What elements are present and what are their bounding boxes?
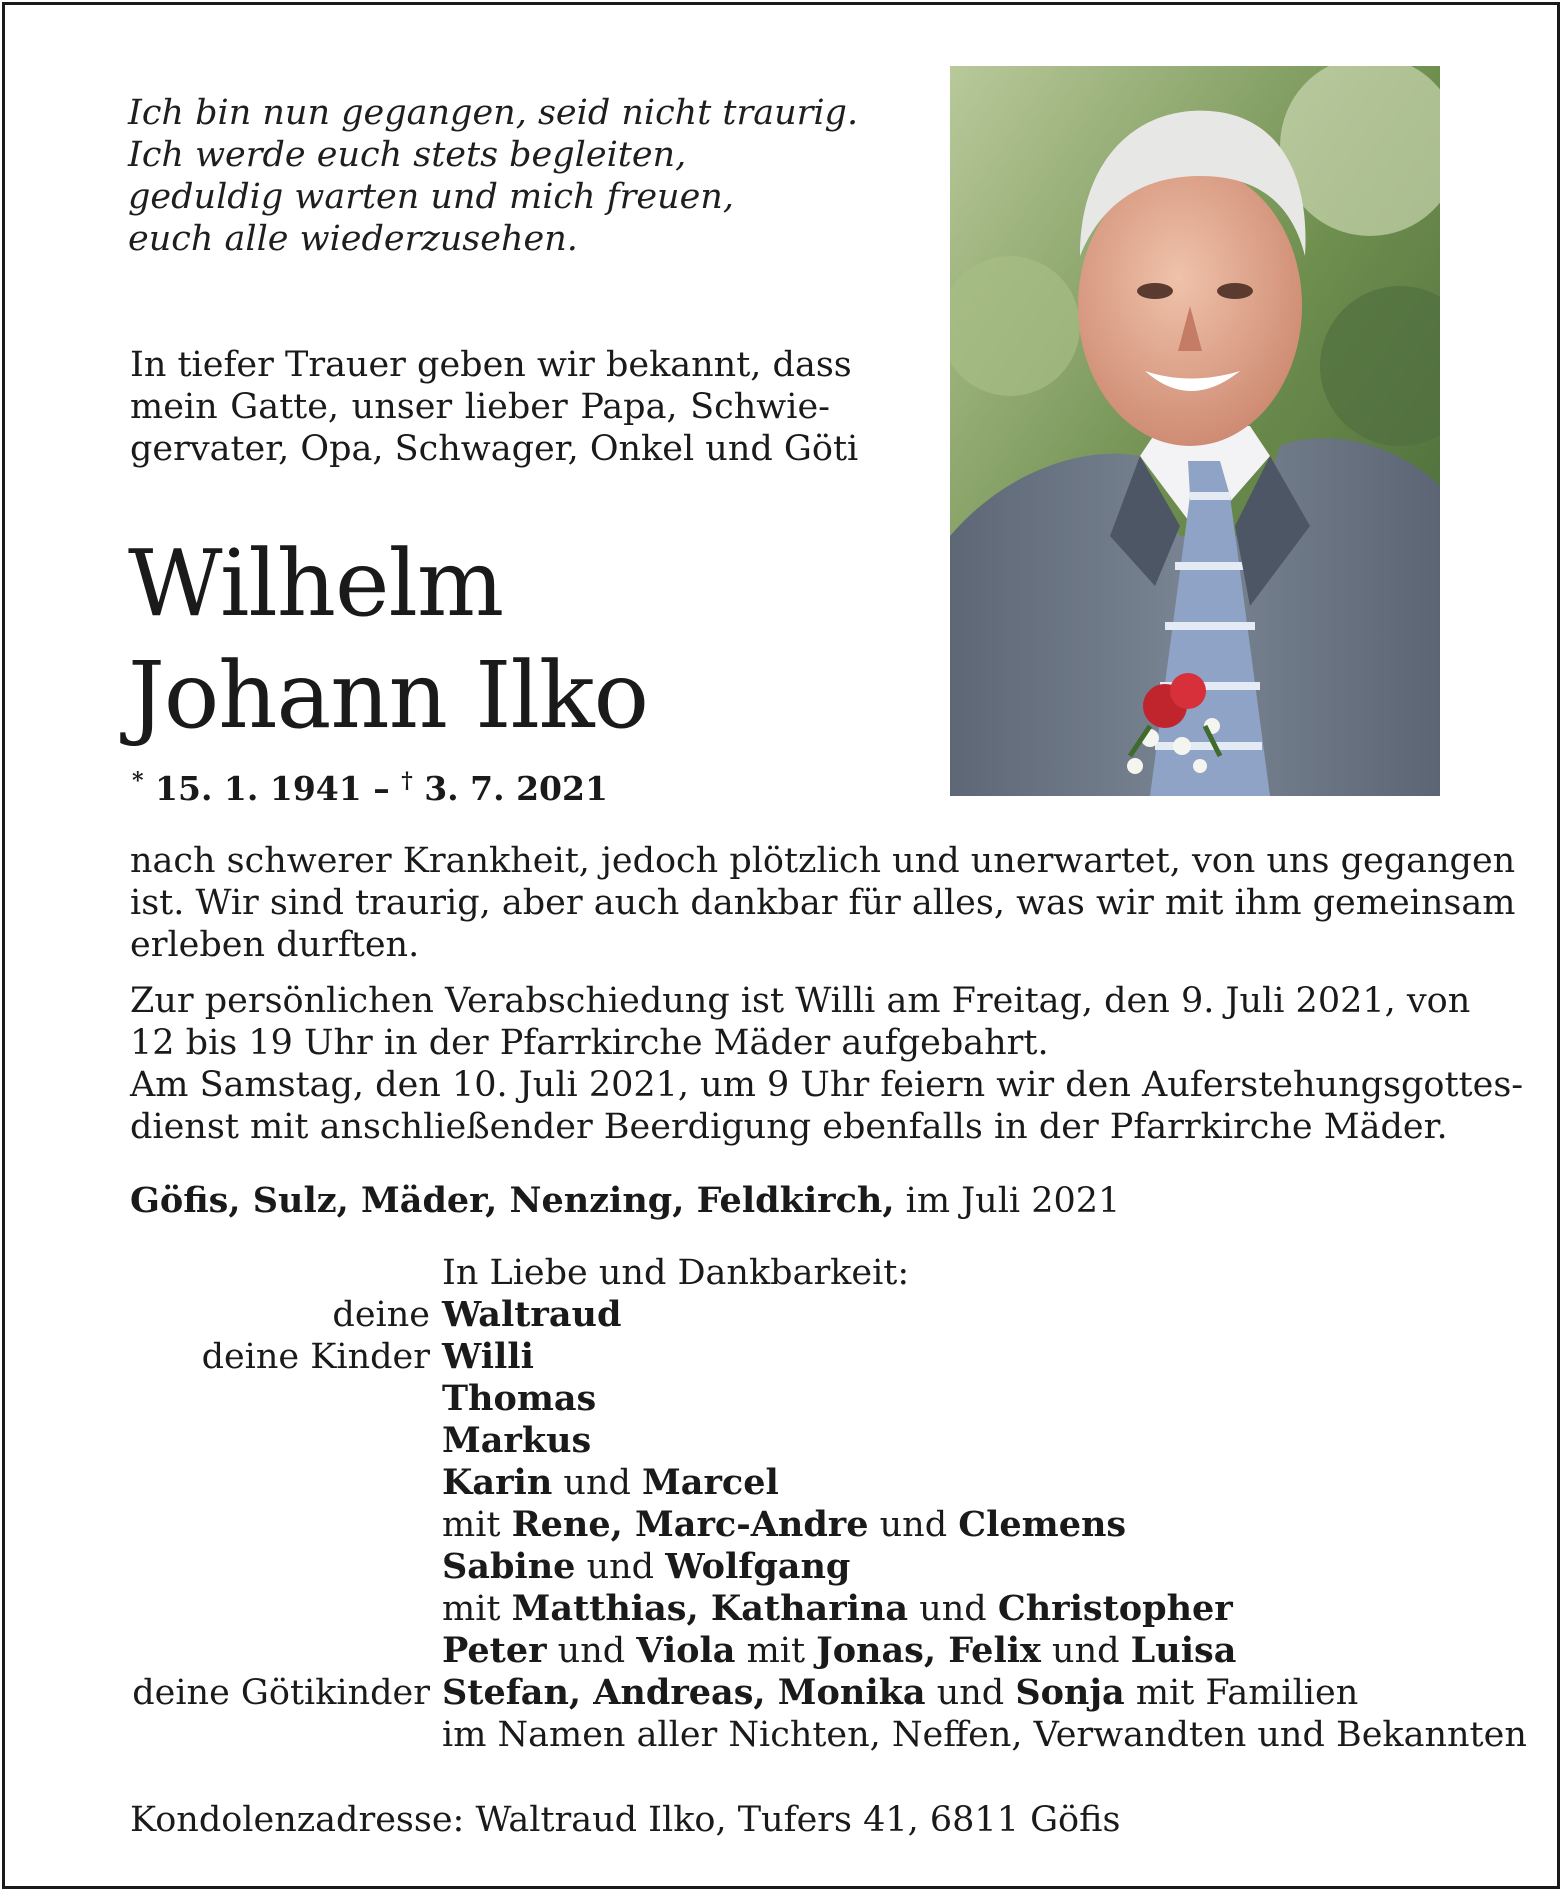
intro-text (130, 344, 859, 470)
grandchildren-names: Matthias, Katharina (511, 1588, 909, 1629)
signature-row: Karin und Marcel (442, 1462, 779, 1503)
places: Göfis, Sulz, Mäder, Nenzing, Feldkirch, (130, 1180, 895, 1221)
signature-row (130, 1294, 1510, 1336)
signature-block (130, 1252, 1527, 1756)
date-separator: – (373, 769, 390, 808)
intro-line: mein Gatte, unser lieber Papa, Schwie- (130, 387, 830, 427)
poem-line: geduldig warten und mich freuen, (128, 177, 734, 217)
signature-row: mit Matthias, Katharina und Christopher (442, 1588, 1233, 1629)
signature-row (130, 1336, 1510, 1378)
death-symbol: † (401, 768, 413, 794)
places-date-line (130, 1180, 1120, 1221)
grandchild-name: Luisa (1130, 1630, 1237, 1671)
poem-line: euch alle wiederzusehen. (128, 219, 578, 259)
body-line: dienst mit anschließender Beerdigung ebenfalls in der Pfarrkirche Mäder. (130, 1107, 1448, 1147)
birth-date: 15. 1. 1941 (155, 769, 362, 808)
child-name: Willi (442, 1336, 534, 1377)
partner-name: Wolfgang (665, 1546, 851, 1587)
signature-row (130, 1420, 1510, 1462)
grandchildren-names: Jonas, Felix (816, 1630, 1041, 1671)
child-name: Peter (442, 1630, 547, 1671)
life-dates (132, 768, 608, 808)
signature-row (130, 1378, 1510, 1420)
body-line: erleben durften. (130, 925, 420, 965)
portrait-photo (950, 66, 1440, 796)
wife-label: deine (332, 1295, 430, 1335)
grandchild-name: Christopher (997, 1588, 1233, 1629)
child-name: Sabine (442, 1546, 576, 1587)
grandchildren-names: Rene, Marc-Andre (511, 1504, 869, 1545)
body-line: Zur persönlichen Verabschiedung ist Willi am Freitag, den 9. Juli 2021, von (130, 981, 1471, 1021)
signature-row: mit Rene, Marc-Andre und Clemens (442, 1504, 1127, 1545)
signature-row: deine Götikinder Stefan, Andreas, Monika und Sonja mit Familien (130, 1672, 1510, 1714)
condolence-address: Kondolenzadresse: Waltraud Ilko, Tufers 41, 6811 Göfis (130, 1800, 1121, 1840)
death-date: 3. 7. 2021 (424, 769, 608, 808)
body-line: Am Samstag, den 10. Juli 2021, um 9 Uhr feiern wir den Auferstehungsgottes- (130, 1065, 1524, 1105)
on-behalf-line: im Namen aller Nichten, Neffen, Verwandten und Bekannten (442, 1715, 1527, 1755)
wife-name: Waltraud (442, 1294, 622, 1335)
signature-heading-row (130, 1252, 1510, 1294)
name-line-first: Wilhelm (128, 530, 504, 637)
signature-row (130, 1714, 1527, 1756)
godchildren-label: deine Götikinder (132, 1673, 430, 1713)
portrait-illustration (950, 66, 1440, 796)
child-name: Thomas (442, 1378, 597, 1419)
children-label: deine Kinder (201, 1337, 430, 1377)
child-name: Karin (442, 1462, 553, 1503)
intro-line: gervater, Opa, Schwager, Onkel und Göti (130, 429, 859, 469)
child-name: Markus (442, 1420, 592, 1461)
announcement-body (130, 840, 1524, 1148)
partner-name: Viola (636, 1630, 736, 1671)
body-line: ist. Wir sind traurig, aber auch dankbar für alles, was wir mit ihm gemeinsam (130, 883, 1516, 923)
signature-row: Peter und Viola mit Jonas, Felix und Luisa (442, 1630, 1237, 1671)
signature-row: Sabine und Wolfgang (442, 1546, 851, 1587)
poem-line: Ich werde euch stets begleiten, (128, 135, 687, 175)
godchildren-names: Stefan, Andreas, Monika (442, 1672, 926, 1713)
signature-heading: In Liebe und Dankbarkeit: (442, 1253, 910, 1293)
intro-line: In tiefer Trauer geben wir bekannt, dass (130, 345, 852, 385)
poem (128, 92, 908, 260)
birth-symbol: * (132, 768, 144, 794)
body-line: 12 bis 19 Uhr in der Pfarrkirche Mäder aufgebahrt. (130, 1023, 1049, 1063)
deceased-name (128, 528, 648, 752)
grandchild-name: Clemens (958, 1504, 1127, 1545)
place-date: im Juli 2021 (894, 1181, 1121, 1221)
partner-name: Marcel (642, 1462, 779, 1503)
poem-line: Ich bin nun gegangen, seid nicht traurig. (128, 93, 859, 133)
body-line: nach schwerer Krankheit, jedoch plötzlich und unerwartet, von uns gegangen (130, 841, 1516, 881)
godchild-name: Sonja (1015, 1672, 1125, 1713)
name-line-second: Johann Ilko (128, 642, 649, 749)
